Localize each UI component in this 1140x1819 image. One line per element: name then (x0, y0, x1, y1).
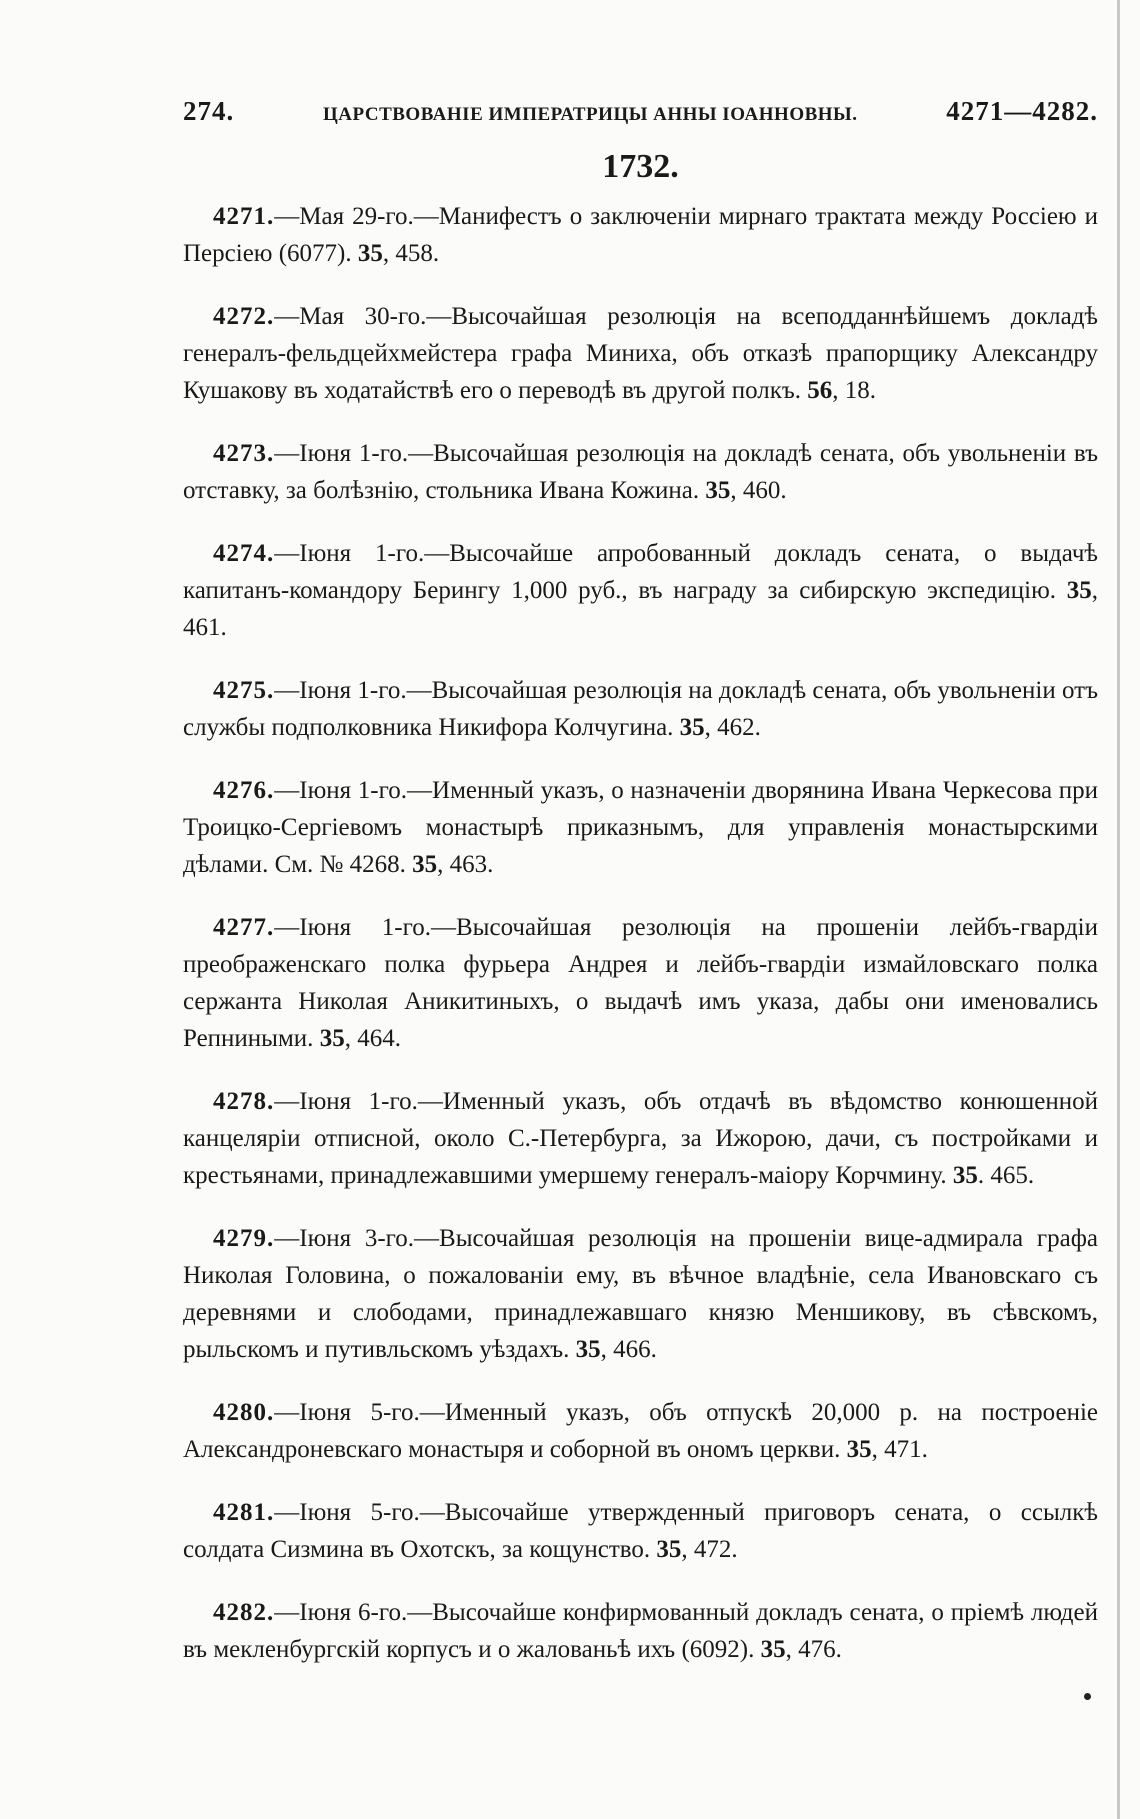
page-ref: , 466. (600, 1336, 657, 1363)
entry-number: 4281. (213, 1499, 275, 1526)
entry-4278 (183, 1083, 1098, 1194)
running-title: ЦАРСТВОВАНІЕ ИМПЕРАТРИЦЫ АННЫ ІОАННОВНЫ. (323, 104, 858, 125)
entry-text: —Іюня 5-го.—Высочайше утвержденный приговоръ сената, о ссылкѣ солдата Сизмина въ Охотскъ, за кощунство. (183, 1499, 1098, 1563)
volume-ref: 35 (705, 477, 731, 504)
page-ref: , 472. (681, 1536, 738, 1563)
page-ref: . 465. (977, 1162, 1035, 1189)
ink-dot (1084, 1693, 1091, 1700)
entry-number: 4280. (213, 1399, 275, 1426)
volume-ref: 35 (357, 240, 383, 267)
entry-4277 (183, 909, 1098, 1057)
page-ref: , 18. (832, 377, 877, 404)
volume-ref: 35 (952, 1162, 978, 1189)
entry-4275 (183, 672, 1098, 746)
entries-list (183, 198, 1098, 1668)
entry-number: 4271. (213, 203, 275, 230)
entry-text: —Іюня 1-го.—Именный указъ, объ отдачѣ въ вѣдомство конюшенной канцеляріи отписной, около С.-Петербурга, за Ижорою, дачи, съ постройками и крестьянами, принадлежавшими умершему генералъ-маіору Корчмину. (183, 1088, 1098, 1189)
entry-number: 4272. (213, 303, 275, 330)
entry-4271 (183, 198, 1098, 272)
running-header (183, 96, 1098, 136)
volume-ref: 35 (575, 1336, 601, 1363)
entry-text: —Мая 30-го.—Высочайшая резолюція на всеподданнѣйшемъ докладѣ генералъ-фельдцейхмейстера графа Миниха, объ отказѣ прапорщику Александру Кушакову въ ходатайствѣ его о переводѣ въ другой полкъ. (183, 303, 1098, 404)
entry-4273 (183, 435, 1098, 509)
entry-4272 (183, 298, 1098, 409)
entry-number: 4277. (213, 914, 275, 941)
entry-text: —Іюня 1-го.—Высочайшая резолюція на докладѣ сената, объ увольненіи отъ службы подполковника Никифора Колчугина. (183, 677, 1098, 741)
document-page (183, 96, 1098, 1668)
entry-number: 4278. (213, 1088, 275, 1115)
entry-text: —Мая 29-го.—Манифестъ о заключеніи мирнаго трактата между Россіею и Персіею (6077). (183, 203, 1098, 267)
entry-4282 (183, 1594, 1098, 1668)
document-range: 4271—4282. (946, 96, 1098, 126)
year-heading: 1732. (602, 148, 679, 185)
entry-4280 (183, 1394, 1098, 1468)
volume-ref: 35 (679, 714, 705, 741)
page-ref: , 464. (344, 1025, 401, 1052)
entry-number: 4282. (213, 1599, 275, 1626)
entry-text: —Іюня 1-го.—Высочайше апробованный докладъ сената, о выдачѣ капитанъ-командору Берингу 1,000 руб., въ награду за сибирскую экспедицію. (183, 540, 1098, 604)
page-ref: , 460. (730, 477, 787, 504)
entry-text: —Іюня 1-го.—Высочайшая резолюція на докладѣ сената, объ увольненіи въ отставку, за болѣзнію, стольника Ивана Кожина. (183, 440, 1098, 504)
volume-ref: 56 (807, 377, 833, 404)
entry-text: —Іюня 5-го.—Именный указъ, объ отпускѣ 20,000 р. на построеніе Александроневскаго монастыря и соборной въ ономъ церкви. (183, 1399, 1098, 1463)
page-number: 274. (183, 96, 235, 126)
entry-number: 4275. (213, 677, 275, 704)
entry-4281 (183, 1494, 1098, 1568)
volume-ref: 35 (412, 851, 438, 878)
entry-text: —Іюня 1-го.—Высочайшая резолюція на прошеніи лейбъ-гвардіи преображенскаго полка фурьера Андрея и лейбъ-гвардіи измайловскаго полка сержанта Николая Аникитиныхъ, о выдачѣ имъ указа, дабы они именовались Репниными. (183, 914, 1098, 1052)
entry-4279 (183, 1220, 1098, 1368)
page-ref: , 463. (437, 851, 494, 878)
page-ref: , 458. (382, 240, 440, 267)
page-edge-rule (1117, 0, 1120, 1819)
entry-number: 4279. (213, 1225, 275, 1252)
entry-text: —Іюня 6-го.—Высочайше конфирмованный докладъ сената, о пріемѣ людей въ мекленбургскій корпусъ и о жалованьѣ ихъ (6092). (183, 1599, 1098, 1663)
page-ref: , 471. (871, 1436, 928, 1463)
page-ref: , 476. (785, 1636, 842, 1663)
volume-ref: 35 (656, 1536, 682, 1563)
entry-4276 (183, 772, 1098, 883)
entry-number: 4276. (213, 777, 275, 804)
volume-ref: 35 (846, 1436, 872, 1463)
volume-ref: 35 (1066, 577, 1092, 604)
entry-text: —Іюня 1-го.—Именный указъ, о назначеніи дворянина Ивана Черкесова при Троицко-Сергіевомъ монастырѣ приказнымъ, для управленія монастырскими дѣлами. См. № 4268. (183, 777, 1098, 878)
entry-number: 4273. (213, 440, 275, 467)
volume-ref: 35 (319, 1025, 345, 1052)
volume-ref: 35 (760, 1636, 786, 1663)
page-ref: , 461. (183, 577, 1098, 641)
entry-4274 (183, 535, 1098, 646)
page-ref: , 462. (704, 714, 761, 741)
entry-text: —Іюня 3-го.—Высочайшая резолюція на прошеніи вице-адмирала графа Николая Головина, о пожалованіи ему, въ вѣчное владѣніе, села Ивановскаго съ деревнями и слободами, принадлежавшаго князю Меншикову, въ сѣвскомъ, рыльскомъ и путивльскомъ уѣздахъ. (183, 1225, 1098, 1363)
entry-number: 4274. (213, 540, 275, 567)
